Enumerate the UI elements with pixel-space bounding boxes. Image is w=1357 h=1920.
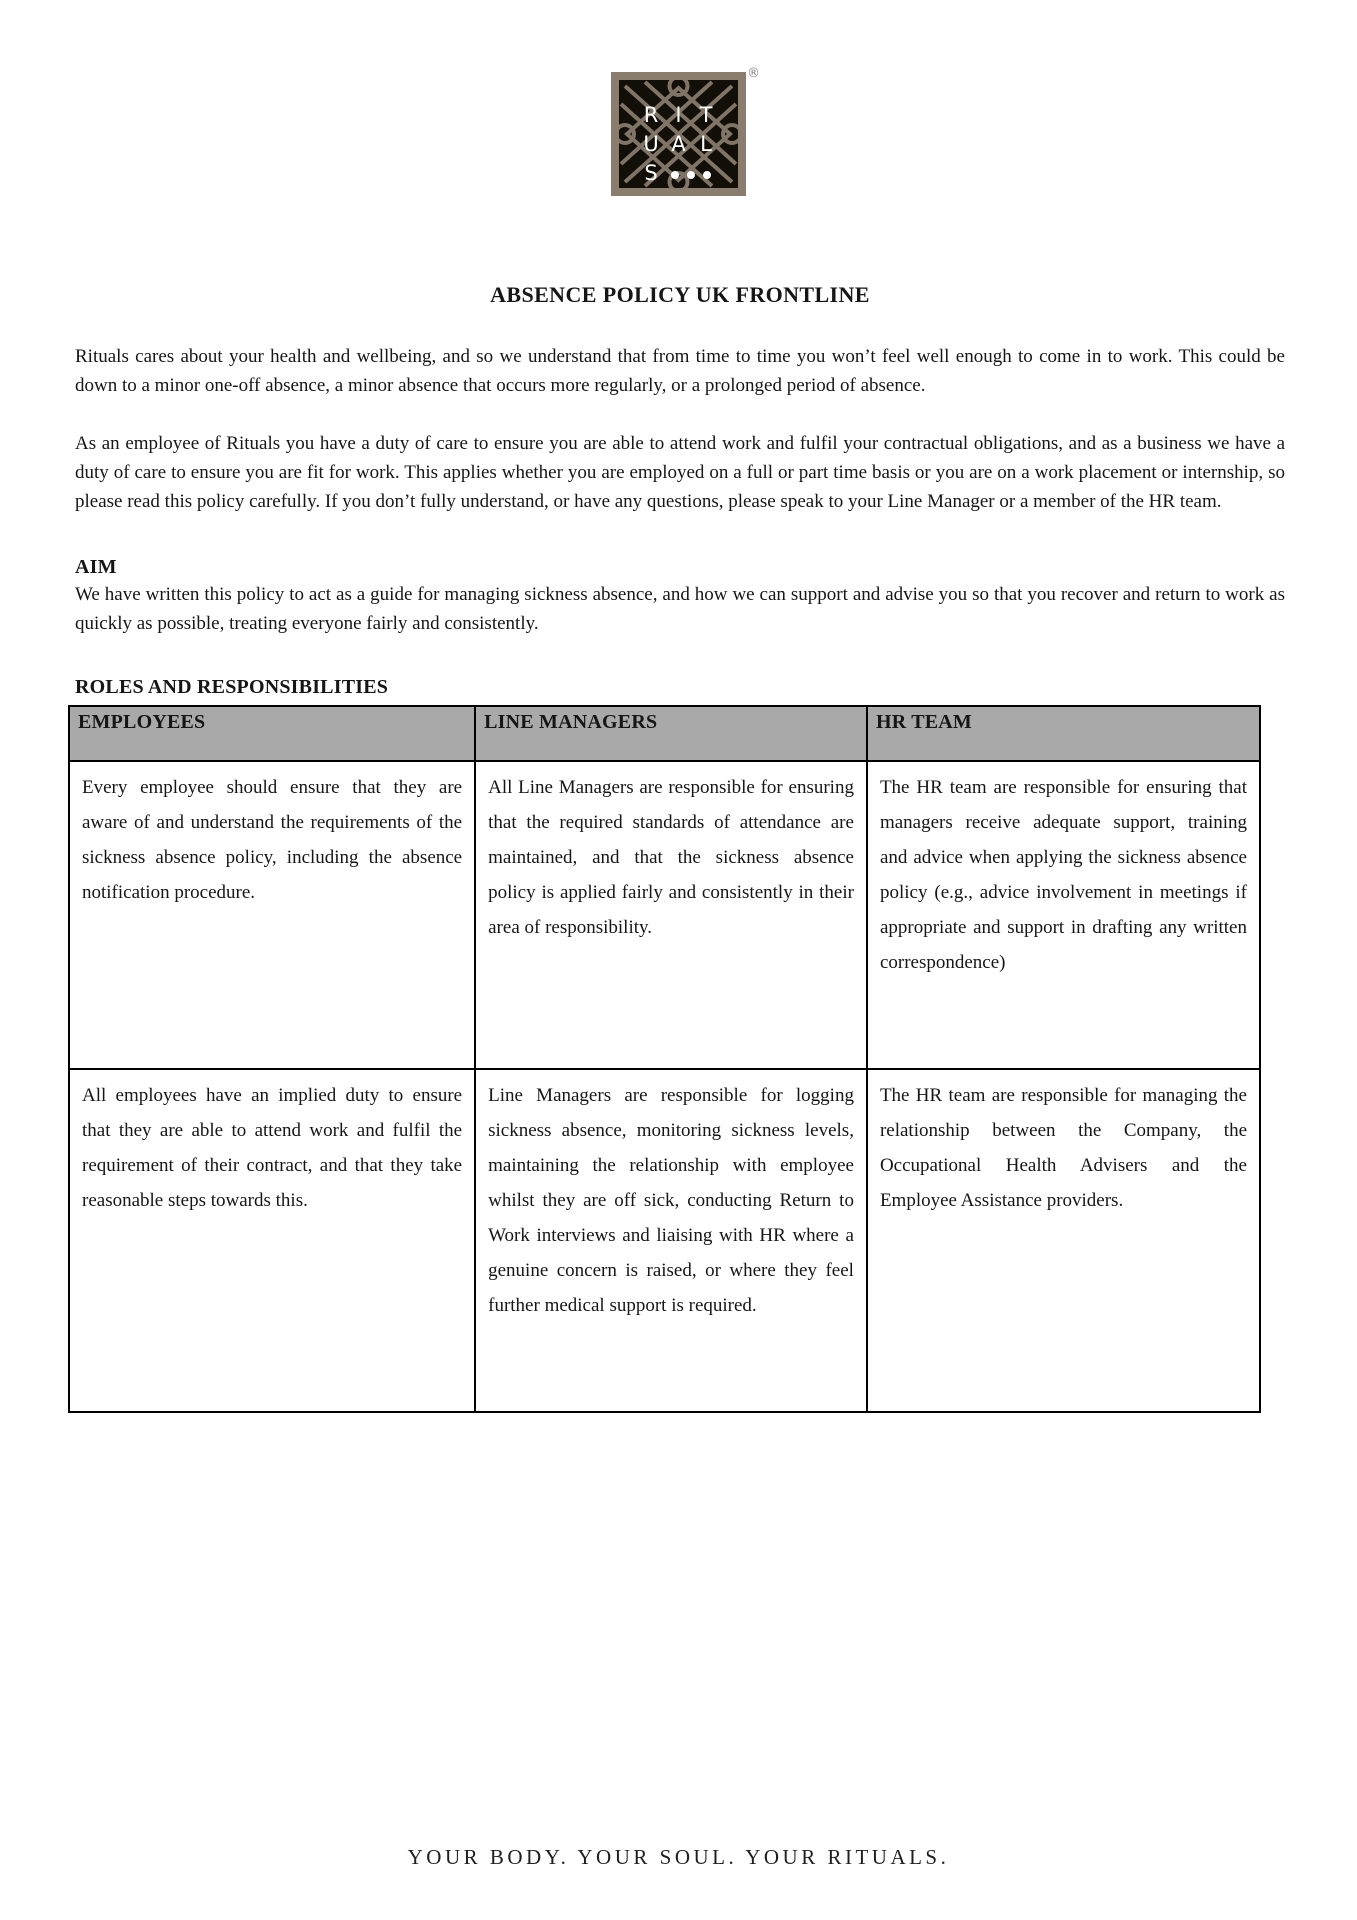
svg-text:U: U	[643, 132, 659, 156]
footer-tagline: YOUR BODY. YOUR SOUL. YOUR RITUALS.	[407, 1845, 950, 1869]
svg-text:A: A	[671, 132, 686, 156]
table-cell-line-managers-2: Line Managers are responsible for logging sickness absence, monitoring sickness levels, maintaining the relationship with employee whilst they are off sick, conducting Return to Work interviews and liaising with HR where a genuine concern is raised, or where they feel further medical support is required.	[475, 1069, 867, 1412]
table-cell-hr-team-1: The HR team are responsible for ensuring that managers receive adequate support, training and advice when applying the sickness absence policy (e.g., advice involvement in meetings if appropriate and support in drafting any written correspondence)	[867, 761, 1260, 1069]
table-row	[69, 1069, 1260, 1412]
intro-paragraph-2: As an employee of Rituals you have a duty of care to ensure you are able to attend work and fulfil your contractual obligations, and as a business we have a duty of care to ensure you are fit for work. This applies whether you are employed on a full or part time basis or you are on a work placement or internship, so please read this policy carefully. If you don’t fully understand, or have any questions, please speak to your Line Manager or a member of the HR team.	[75, 433, 1285, 512]
table-header-employees: EMPLOYEES	[69, 706, 475, 761]
table-cell-line-managers-1: All Line Managers are responsible for ensuring that the required standards of attendance are maintained, and that the sickness absence policy is applied fairly and consistently in their area of responsibility.	[475, 761, 867, 1069]
aim-paragraph: We have written this policy to act as a guide for managing sickness absence, and how we can support and advise you so that you recover and return to work as quickly as possible, treating everyone fairly and consistently.	[75, 584, 1285, 634]
registered-trademark-icon: ®	[747, 66, 760, 81]
svg-text:L: L	[700, 132, 712, 156]
roles-heading: ROLES AND RESPONSIBILITIES	[75, 676, 389, 698]
aim-heading: AIM	[75, 556, 117, 578]
rituals-logo	[611, 66, 760, 196]
intro-paragraph-1: Rituals cares about your health and wellbeing, and so we understand that from time to time you won’t feel well enough to come in to work. This could be down to a minor one-off absence, a minor absence that occurs more regularly, or a prolonged period of absence.	[75, 346, 1285, 396]
rituals-logo-icon	[611, 72, 746, 196]
document-body	[75, 282, 1285, 1413]
table-cell-hr-team-2: The HR team are responsible for managing the relationship between the Company, the Occupational Health Advisers and the Employee Assistance providers.	[867, 1069, 1260, 1412]
table-row	[69, 761, 1260, 1069]
document-title: ABSENCE POLICY UK FRONTLINE	[490, 282, 870, 307]
svg-text:I: I	[675, 103, 682, 127]
table-header-line-managers: LINE MANAGERS	[475, 706, 867, 761]
svg-text:T: T	[699, 103, 713, 127]
svg-text:R: R	[643, 103, 659, 127]
logo-area	[0, 0, 1357, 196]
table-header-hr-team: HR TEAM	[867, 706, 1260, 761]
roles-table	[68, 705, 1261, 1413]
table-cell-employees-2: All employees have an implied duty to ensure that they are able to attend work and fulfil the requirement of their contract, and that they take reasonable steps towards this.	[69, 1069, 475, 1412]
table-cell-employees-1: Every employee should ensure that they are aware of and understand the requirements of the sickness absence policy, including the absence notification procedure.	[69, 761, 475, 1069]
svg-text:S: S	[644, 161, 658, 185]
table-header-row	[69, 706, 1260, 761]
